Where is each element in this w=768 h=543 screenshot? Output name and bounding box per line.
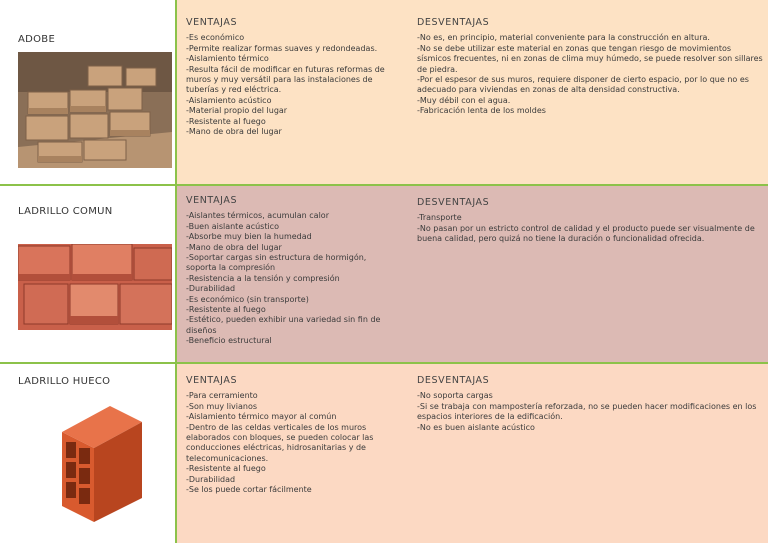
disadvantages-column: [417, 376, 763, 433]
list-item: -Aislamiento acústico: [186, 95, 272, 105]
list-item: -Transporte: [417, 213, 462, 223]
list-item: -No es, en principio, material conveniente para la construcción en altura.: [417, 33, 710, 43]
list-item: -Durabilidad: [186, 474, 236, 484]
list-item: -Son muy livianos: [186, 401, 258, 411]
advantages-list: [186, 211, 398, 346]
material-title: LADRILLO COMUN: [18, 206, 113, 217]
list-item: -Durabilidad: [186, 284, 236, 294]
common-bricks-photo: [18, 244, 172, 330]
list-item: -Aislamiento térmico mayor al común: [186, 412, 337, 422]
disadvantages-heading: DESVENTAJAS: [417, 197, 490, 208]
disadvantages-list: [417, 391, 763, 433]
list-item: -No soporta cargas: [417, 391, 493, 401]
list-item: -Soportar cargas sin estructura de hormigón, soporta la compresión: [186, 253, 367, 273]
adobe-bricks-photo: [18, 52, 172, 168]
list-item: -Mano de obra del lugar: [186, 242, 282, 252]
advantages-column: [186, 18, 398, 137]
list-item: -Aislamiento térmico: [186, 54, 269, 64]
advantages-column: [186, 376, 398, 495]
list-item: -Absorbe muy bien la humedad: [186, 232, 312, 242]
list-item: -Permite realizar formas suaves y redondeadas.: [186, 43, 378, 53]
list-item: -Estético, pueden exhibir una variedad sin fin de diseños: [186, 315, 381, 335]
material-cell-ladrillo-comun: [0, 186, 175, 362]
row-divider: [0, 184, 768, 186]
list-item: -Resistente al fuego: [186, 116, 266, 126]
list-item: -Material propio del lugar: [186, 106, 288, 116]
advantages-list: [186, 33, 398, 137]
info-cell-adobe: [177, 0, 768, 184]
disadvantages-list: [417, 33, 763, 116]
advantages-heading: VENTAJAS: [186, 17, 238, 28]
material-cell-adobe: [0, 0, 175, 184]
list-item: -Es económico: [186, 33, 245, 43]
row-adobe: [0, 0, 768, 184]
list-item: -Beneficio estructural: [186, 336, 272, 346]
hollow-brick-photo: [48, 402, 148, 522]
list-item: -Fabricación lenta de los moldes: [417, 106, 546, 116]
row-divider: [0, 362, 768, 364]
list-item: -Si se trabaja con mampostería reforzada, no se pueden hacer modificaciones en los espacios interiores de la edificación.: [417, 401, 757, 422]
list-item: -Dentro de las celdas verticales de los muros elaborados con bloques, se pueden colocar las conducciones eléctricas, hidrosanitarias y de telecomunicaciones.: [186, 422, 374, 463]
list-item: -No pasan por un estricto control de calidad y el producto puede ser visualmente de buena calidad, pero quizá no tiene la duración o funcionalidad ofrecida.: [417, 223, 755, 244]
list-item: -Para cerramiento: [186, 391, 258, 401]
info-cell-ladrillo-hueco: [177, 364, 768, 543]
list-item: -Resistencia a la tensión y compresión: [186, 273, 340, 283]
list-item: -Resulta fácil de modificar en futuras reformas de muros y muy versátil para las instalaciones de tuberías y red eléctrica.: [186, 64, 385, 95]
list-item: -Buen aislante acústico: [186, 221, 279, 231]
advantages-list: [186, 391, 398, 495]
list-item: -Mano de obra del lugar: [186, 127, 282, 137]
list-item: -No es buen aislante acústico: [417, 422, 535, 432]
disadvantages-column: [417, 198, 763, 245]
list-item: -Muy débil con el agua.: [417, 95, 511, 105]
info-cell-ladrillo-comun: [177, 186, 768, 362]
list-item: -Resistente al fuego: [186, 305, 266, 315]
advantages-heading: VENTAJAS: [186, 375, 238, 386]
material-cell-ladrillo-hueco: [0, 364, 175, 543]
list-item: -Por el espesor de sus muros, requiere disponer de cierto espacio, por lo que no es adecuado para viviendas en zonas de alta densidad constructiva.: [417, 75, 749, 95]
list-item: -Se los puede cortar fácilmente: [186, 485, 312, 495]
list-item: -No se debe utilizar este material en zonas que tengan riesgo de movimientos sísmicos frecuentes, ni en zonas de clima muy húmedo, se puede resolver son sillares de piedra.: [417, 43, 763, 74]
disadvantages-column: [417, 18, 763, 117]
list-item: -Es económico (sin transporte): [186, 294, 309, 304]
column-divider: [175, 0, 177, 543]
advantages-column: [186, 196, 398, 347]
disadvantages-heading: DESVENTAJAS: [417, 17, 490, 28]
disadvantages-list: [417, 213, 763, 244]
list-item: -Resistente al fuego: [186, 464, 266, 474]
disadvantages-heading: DESVENTAJAS: [417, 375, 490, 386]
list-item: -Aislantes térmicos, acumulan calor: [186, 211, 329, 221]
material-title: ADOBE: [18, 34, 56, 45]
row-ladrillo-hueco: [0, 364, 768, 543]
material-title: LADRILLO HUECO: [18, 376, 111, 387]
row-ladrillo-comun: [0, 186, 768, 362]
advantages-heading: VENTAJAS: [186, 195, 238, 206]
